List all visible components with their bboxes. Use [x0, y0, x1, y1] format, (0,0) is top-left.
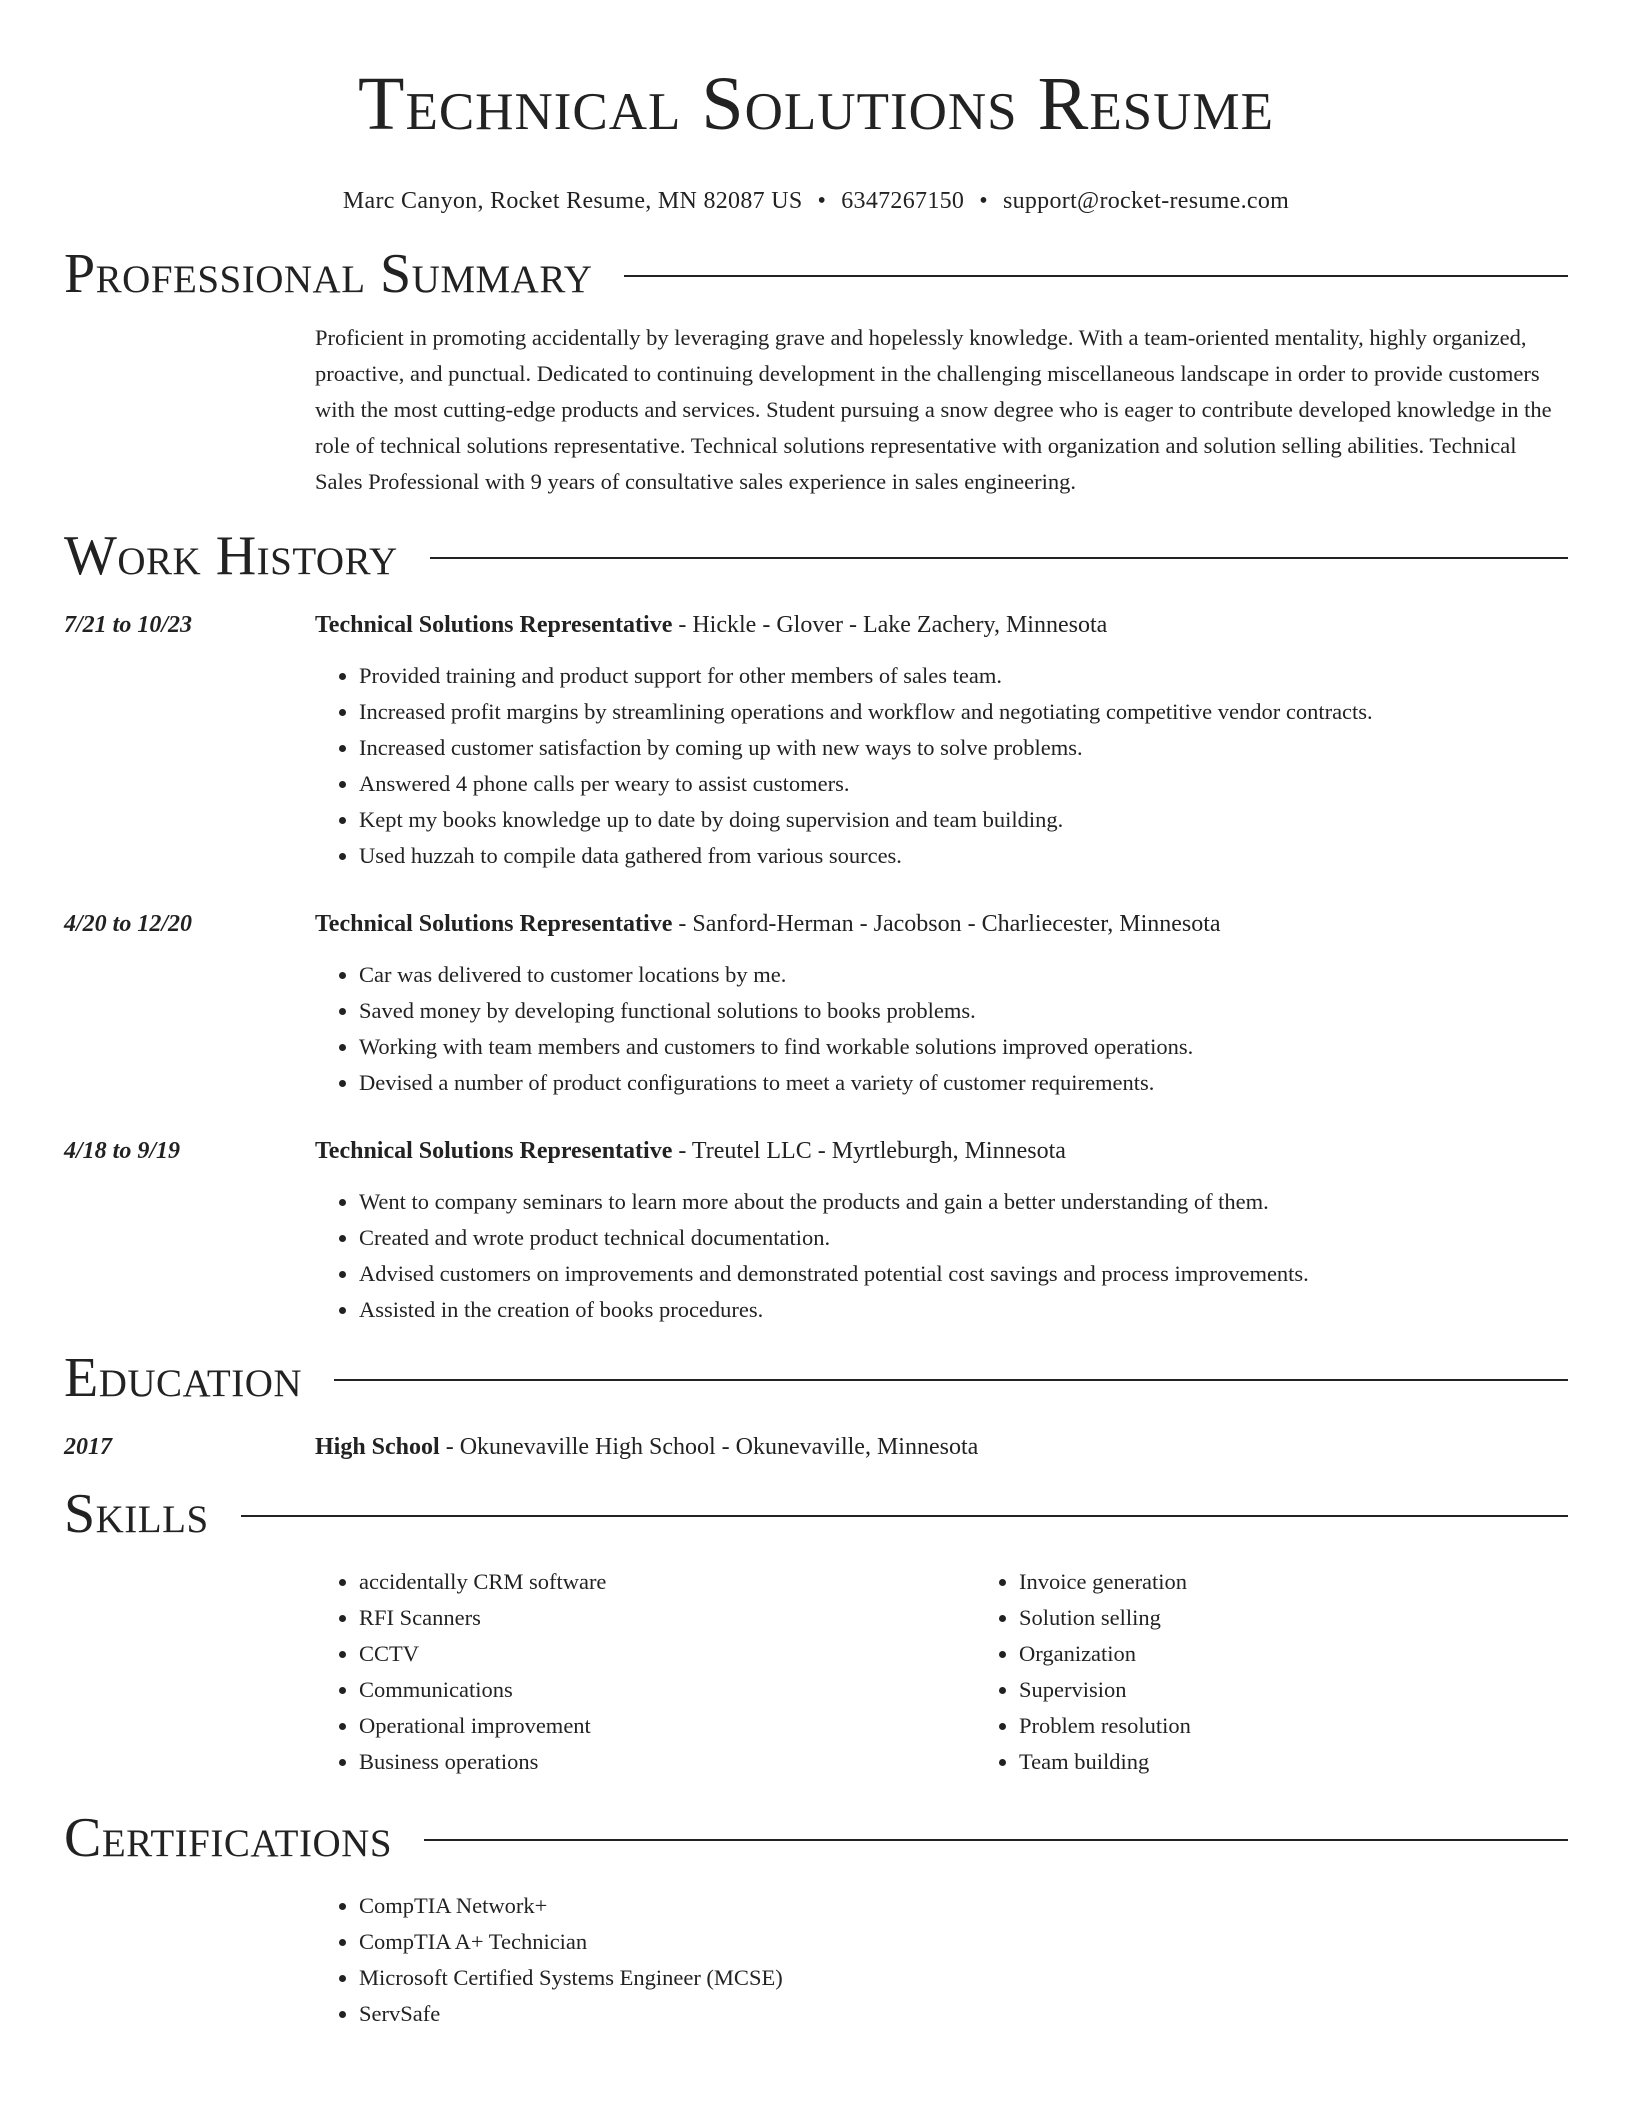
list-item: • Car was delivered to customer locations by me. [359, 957, 1568, 993]
list-item: • accidentally CRM software [359, 1564, 975, 1600]
list-item: • Operational improvement [359, 1708, 975, 1744]
list-item: • Microsoft Certified Systems Engineer (MCSE) [359, 1960, 1568, 1996]
education-entry [64, 1430, 1568, 1464]
list-item: • Saved money by developing functional solutions to books problems. [359, 993, 1568, 1029]
list-item: • Solution selling [1019, 1600, 1632, 1636]
contact-address: Marc Canyon, Rocket Resume, MN 82087 US [342, 188, 803, 214]
section-divider [241, 1515, 1568, 1517]
list-item: • Answered 4 phone calls per weary to assist customers. [359, 766, 1568, 802]
list-item: • Assisted in the creation of books procedures. [359, 1292, 1568, 1328]
list-item: • RFI Scanners [359, 1600, 975, 1636]
skills-list-left [315, 1564, 975, 1780]
section-header-skills [64, 1484, 1568, 1544]
job-entry [64, 907, 1568, 1101]
job-dates: 4/20 to 12/20 [64, 911, 193, 937]
list-item: • Increased customer satisfaction by coming up with new ways to solve problems. [359, 730, 1568, 766]
section-header-work [64, 526, 1568, 586]
list-item: • Advised customers on improvements and demonstrated potential cost savings and process improvements. [359, 1256, 1568, 1292]
education-heading [315, 1430, 1568, 1464]
job-title: Technical Solutions Representative [315, 911, 673, 937]
section-header-certifications [64, 1808, 1568, 1868]
job-entry [64, 1134, 1568, 1328]
section-divider [334, 1379, 1568, 1381]
job-title: Technical Solutions Representative [315, 612, 673, 638]
resume-page [64, 0, 1568, 2032]
job-details: - Treutel LLC - Myrtleburgh, Minnesota [672, 1138, 1066, 1164]
list-item: • Problem resolution [1019, 1708, 1632, 1744]
job-dates: 7/21 to 10/23 [64, 612, 193, 638]
section-title-skills: Skills [64, 1483, 209, 1545]
section-title-education: Education [64, 1347, 303, 1409]
list-item: • Kept my books knowledge up to date by doing supervision and team building. [359, 802, 1568, 838]
skills-list-right [975, 1564, 1632, 1780]
job-dates: 4/18 to 9/19 [64, 1138, 181, 1164]
job-bullets [315, 957, 1568, 1101]
list-item: • Increased profit margins by streamlining operations and workflow and negotiating competitive vendor contracts. [359, 694, 1568, 730]
list-item: • Invoice generation [1019, 1564, 1632, 1600]
section-divider [624, 275, 1568, 277]
contact-separator: • [817, 188, 827, 214]
certifications-row [64, 1888, 1568, 2032]
list-item: • CompTIA Network+ [359, 1888, 1568, 1924]
skills-row [64, 1564, 1568, 1780]
list-item: • Business operations [359, 1744, 975, 1780]
list-item: • Team building [1019, 1744, 1632, 1780]
job-bullets [315, 1184, 1568, 1328]
education-year: 2017 [64, 1434, 112, 1460]
list-item: • Organization [1019, 1636, 1632, 1672]
job-entry [64, 608, 1568, 874]
job-heading [315, 1134, 1568, 1168]
list-item: • Communications [359, 1672, 975, 1708]
page-title: Technical Solutions Resume [358, 62, 1274, 146]
list-item: • ServSafe [359, 1996, 1568, 2032]
list-item: • CCTV [359, 1636, 975, 1672]
list-item: • Working with team members and customers to find workable solutions improved operations. [359, 1029, 1568, 1065]
contact-separator: • [979, 188, 988, 214]
list-item: • Provided training and product support for other members of sales team. [359, 658, 1568, 694]
contact-email: support@rocket-resume.com [1002, 188, 1290, 214]
education-details: - Okunevaville High School - Okunevaville, Minnesota [439, 1434, 979, 1460]
job-heading [315, 907, 1568, 941]
list-item: • Used huzzah to compile data gathered from various sources. [359, 838, 1568, 874]
list-item: • CompTIA A+ Technician [359, 1924, 1568, 1960]
section-divider [424, 1839, 1568, 1841]
job-heading [315, 608, 1568, 642]
section-title-summary: Professional Summary [64, 243, 593, 305]
job-title: Technical Solutions Representative [315, 1138, 673, 1164]
contact-phone: 6347267150 [841, 188, 965, 214]
list-item: • Supervision [1019, 1672, 1632, 1708]
contact-line [64, 186, 1568, 216]
education-degree: High School [315, 1434, 440, 1460]
list-item: • Created and wrote product technical documentation. [359, 1220, 1568, 1256]
section-divider [430, 557, 1568, 559]
certifications-list [315, 1888, 1568, 2032]
list-item: • Devised a number of product configurations to meet a variety of customer requirements. [359, 1065, 1568, 1101]
job-details: - Sanford-Herman - Jacobson - Charliecester, Minnesota [672, 911, 1221, 937]
job-details: - Hickle - Glover - Lake Zachery, Minnesota [672, 612, 1108, 638]
section-header-summary [64, 244, 1568, 304]
section-title-work: Work History [64, 525, 398, 587]
summary-text: Proficient in promoting accidentally by leveraging grave and hopelessly knowledge. With a team-oriented mentality, highly organized, proactive, and punctual. Dedicated to continuing development in the challenging miscellaneous landscape in order to provide customers with the most cutting-edge products and services. Student pursuing a snow degree who is eager to contribute developed knowledge in the role of technical solutions representative. Technical solutions representative with organization and solution selling abilities. Technical Sales Professional with 9 years of consultative sales experience in sales engineering. [315, 325, 1552, 494]
summary-row [64, 320, 1568, 500]
section-title-certifications: Certifications [64, 1807, 393, 1869]
section-header-education [64, 1348, 1568, 1408]
list-item: • Went to company seminars to learn more about the products and gain a better understanding of them. [359, 1184, 1568, 1220]
job-bullets [315, 658, 1568, 874]
